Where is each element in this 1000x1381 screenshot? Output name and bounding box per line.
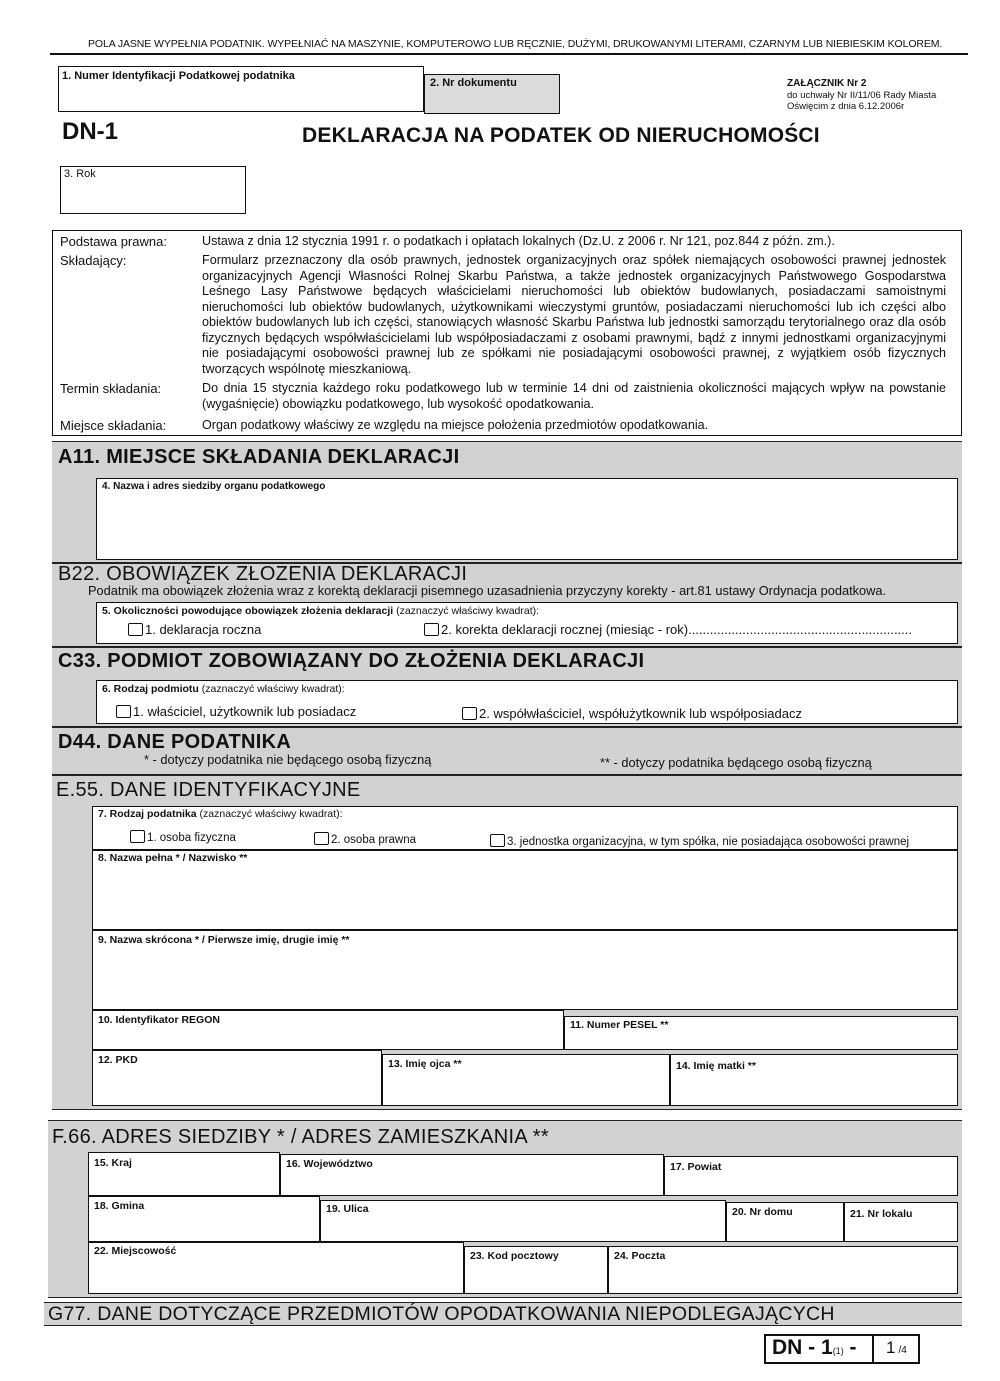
field7-hint: (zaznaczyć właściwy kwadrat): [199, 808, 343, 820]
place-label: Miejsce składania: [60, 418, 167, 433]
footer-code [772, 1336, 857, 1360]
footer-code-text: DN - 1 [772, 1336, 833, 1359]
pesel-label: 11. Numer PESEL ** [570, 1019, 669, 1031]
option-natural-person[interactable] [130, 830, 236, 844]
field5-label-text: 5. Okoliczności powodujące obowiązek złożenia deklaracji [102, 605, 394, 617]
section-a-title: A11. MIEJSCE SKŁADANIA DEKLARACJI [58, 446, 460, 468]
year-label: 3. Rok [64, 168, 96, 180]
footer-divider [872, 1334, 874, 1364]
option-correction-label: 2. korekta deklaracji rocznej (miesiąc - rok).............................................................. [441, 622, 913, 637]
full-name-label: 8. Nazwa pełna * / Nazwisko ** [98, 852, 248, 864]
field6-hint: (zaznaczyć właściwy kwadrat): [201, 683, 345, 695]
footer-page-total: /4 [898, 1345, 907, 1356]
option-org-unit[interactable] [490, 834, 909, 848]
option-org-unit-label: 3. jednostka organizacyjna, w tym spółka, nie posiadająca osobowości prawnej [507, 836, 910, 848]
street-field[interactable] [320, 1200, 726, 1242]
mother-name-label: 14. Imię matki ** [676, 1060, 756, 1072]
field6-label-text: 6. Rodzaj podmiotu [102, 683, 199, 695]
house-number-label: 20. Nr domu [732, 1206, 793, 1218]
checkbox-icon[interactable] [462, 707, 477, 720]
section-f-title: F.66. ADRES SIEDZIBY * / ADRES ZAMIESZKANIA ** [52, 1126, 549, 1148]
commune-label: 18. Gmina [94, 1200, 145, 1212]
option-correction[interactable] [424, 622, 912, 637]
street-label: 19. Ulica [326, 1203, 369, 1215]
field5-label [102, 605, 539, 617]
footer-page-number: 1 [886, 1338, 896, 1357]
footer-dash: - [849, 1336, 857, 1359]
field5-hint: (zaznaczyć właściwy kwadrat): [396, 605, 540, 617]
attachment-title: ZAŁĄCZNIK Nr 2 [787, 78, 867, 89]
option-co-owner-label: 2. współwłaściciel, współużytkownik lub współposiadacz [479, 706, 802, 721]
form-title: DEKLARACJA NA PODATEK OD NIERUCHOMOŚCI [302, 124, 820, 147]
checkbox-icon[interactable] [130, 830, 145, 843]
post-office-label: 24. Poczta [614, 1250, 666, 1262]
section-d-title: D44. DANE PODATNIKA [58, 731, 292, 753]
voivodeship-label: 16. Województwo [286, 1158, 373, 1170]
footer-variant: (1) [832, 1346, 844, 1356]
form-code: DN-1 [62, 118, 119, 145]
checkbox-icon[interactable] [490, 834, 505, 847]
country-label: 15. Kraj [94, 1157, 132, 1169]
checkbox-icon[interactable] [116, 705, 131, 718]
footer-page [886, 1338, 907, 1358]
option-owner[interactable] [116, 704, 356, 719]
short-name-label: 9. Nazwa skrócona * / Pierwsze imię, drugie imię ** [98, 934, 350, 946]
section-g-title: G77. DANE DOTYCZĄCE PRZEDMIOTÓW OPODATKOWANIA NIEPODLEGAJĄCYCH [48, 1303, 835, 1325]
deadline-text: Do dnia 15 stycznia każdego roku podatkowego lub w terminie 14 dni od zaistnienia okoliczności mających wpływ na powstanie (wygaśnięcie) obowiązku podatkowego, lub wysokość opodatkowania. [202, 381, 946, 411]
field6-label [102, 683, 345, 695]
header-notice: POLA JASNE WYPEŁNIA PODATNIK. WYPEŁNIAĆ NA MASZYNIE, KOMPUTEROWO LUB RĘCZNIE, DUŻYMI, DRUKOWANYMI LITERAMI, CZARNYM LUB NIEBIESKIM KOLOREM. [88, 38, 943, 50]
option-legal-person-label: 2. osoba prawna [331, 834, 417, 846]
section-c-title: C33. PODMIOT ZOBOWIĄZANY DO ZŁOŻENIA DEKLARACJI [58, 650, 645, 672]
doc-number-label: 2. Nr dokumentu [430, 77, 517, 89]
legal-basis-label: Podstawa prawna: [60, 234, 167, 249]
field7-label [98, 808, 342, 820]
section-d-note1: * - dotyczy podatnika nie będącego osobą fizyczną [144, 752, 432, 767]
section-d-note2: ** - dotyczy podatnika będącego osobą fizyczną [600, 755, 872, 770]
district-label: 17. Powiat [670, 1161, 722, 1173]
option-annual-label: 1. deklaracja roczna [145, 622, 262, 637]
checkbox-icon[interactable] [128, 623, 143, 636]
option-legal-person[interactable] [314, 832, 416, 846]
filer-text: Formularz przeznaczony dla osób prawnych, jednostek organizacyjnych oraz spółek niemających osobowości prawnej jednostek organizacyjnych Agencji Własności Rolnej Skarbu Państwa, a także jednostek organizacyjnych Państwowego Gospodarstwa Leśnego Lasy Państwowe będących właścicielami nieruchomości lub obiektów budowlanych, posiadaczami samoistnymi nieruchomości lub obiektów budowlanych, użytkownikami wieczystymi gruntów, posiadaczami nieruchomości lub ich części albo obiektów budowlanych lub ich części, stanowiących własność Skarbu Państwa lub jednostki samorządu terytorialnego oraz dla osób fizycznych będących współwłaścicielami lub współposiadaczami z osobami prawnymi, bądź z innymi jednostkami organizacyjnymi nie posiadającymi osobowości prawnej lub ze spółkami nie posiadającymi osobowości prawnej, z wyjątkiem osób fizycznych tworzących wspólnotę mieszkaniową. [202, 253, 946, 376]
flat-number-label: 21. Nr lokalu [850, 1208, 913, 1220]
legal-basis-text: Ustawa z dnia 12 stycznia 1991 r. o podatkach i opłatach lokalnych (Dz.U. z 2006 r. Nr 121, poz.844 z późn. zm.). [202, 234, 835, 248]
section-e-title: E.55. DANE IDENTYFIKACYJNE [56, 779, 361, 801]
pkd-label: 12. PKD [98, 1054, 138, 1066]
nip-label: 1. Numer Identyfikacji Podatkowej podatnika [62, 70, 295, 82]
field7-label-text: 7. Rodzaj podatnika [98, 808, 197, 820]
deadline-label: Termin składania: [60, 381, 162, 396]
father-name-label: 13. Imię ojca ** [388, 1058, 462, 1070]
postal-code-label: 23. Kod pocztowy [470, 1250, 559, 1262]
city-label: 22. Miejscowość [94, 1245, 177, 1257]
option-natural-person-label: 1. osoba fizyczna [147, 832, 236, 844]
place-text: Organ podatkowy właściwy ze względu na miejsce położenia przedmiotów opodatkowania. [202, 418, 709, 432]
tax-office-label: 4. Nazwa i adres siedziby organu podatkowego [102, 481, 326, 492]
checkbox-icon[interactable] [424, 623, 439, 636]
regon-label: 10. Identyfikator REGON [98, 1014, 220, 1026]
attachment-line1: do uchwały Nr II/11/06 Rady Miasta [787, 90, 937, 101]
option-annual-declaration[interactable] [128, 622, 261, 637]
checkbox-icon[interactable] [314, 832, 329, 845]
header-rule [50, 53, 968, 55]
option-owner-label: 1. właściciel, użytkownik lub posiadacz [133, 704, 357, 719]
filer-label: Składający: [60, 253, 127, 268]
section-b-title: B22. OBOWIĄZEK ZŁOŻENIA DEKLARACJI [58, 563, 468, 585]
option-co-owner[interactable] [462, 706, 802, 721]
attachment-line2: Oświęcim z dnia 6.12.2006r [787, 101, 905, 112]
section-b-subtitle: Podatnik ma obowiązek złożenia wraz z korektą deklaracji pisemnego uzasadnienia przyczyny korekty - art.81 ustawy Ordynacja podatkowa. [88, 583, 887, 598]
